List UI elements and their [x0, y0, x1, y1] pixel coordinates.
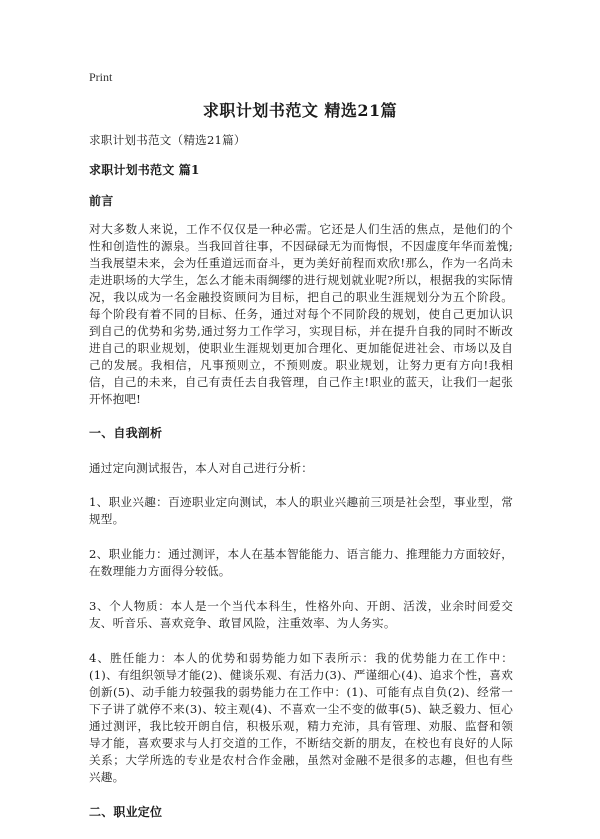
- section-heading-career-position: 二、职业定位: [89, 805, 163, 819]
- preface-heading: 前言: [89, 194, 114, 208]
- page-title: 求职计划书范文 精选21篇: [202, 101, 398, 120]
- print-link[interactable]: Print: [89, 70, 113, 84]
- document-body: [89, 132, 513, 839]
- list-item-personality: 3、个人物质：本人是一个当代本科生，性格外向、开朗、活泼，业余时间爱交友、听音乐、喜欢竞争、敢冒风险，注重效率、为人务实。: [89, 599, 513, 630]
- list-item-competence: 4、胜任能力：本人的优势和弱势能力如下表所示：我的优势能力在工作中：(1)、有组织领导才能(2)、健谈乐观、有活力(3)、严谨细心(4)、追求个性，喜欢创新(5)、动手能力较强我的弱势能力在工作中：(1)、可能有点自负(2)、经常一下子讲了就停不来(3)、较主观(4)、不喜欢一尘不变的做事(5)、缺乏毅力、恒心通过测评，我比较开朗自信，积极乐观，精力充沛，具有管理、劝服、监督和领导才能，喜欢要求与人打交道的工作，不断结交新的朋友，在校也有良好的人际关系；大学所选的专业是农村合作金融，虽然对金融不是很多的志趣，但也有些兴趣。: [89, 651, 513, 784]
- list-item-interest: 1、职业兴趣：百迹职业定向测试，本人的职业兴趣前三项是社会型，事业型，常规型。: [89, 495, 513, 526]
- article-heading: 求职计划书范文 篇1: [89, 163, 200, 177]
- list-item-ability: 2、职业能力：通过测评，本人在基本智能能力、语言能力、推理能力方面较好，在数理能力方面得分较低。: [89, 547, 513, 578]
- preface-paragraph: 对大多数人来说，工作不仅仅是一种必需。它还是人们生活的焦点，是他们的个性和创造性的源泉。当我回首往事，不因碌碌无为而悔恨，不因虚度年华而羞愧;当我展望未来，会为任重道远而奋斗，更为美好前程而欢欣!那么，作为一名尚未走进职场的大学生，怎么才能未雨绸缪的进行规划就业呢?所以，根据我的实际情况，我以成为一名金融投资顾问为目标，把自己的职业生涯规划分为五个阶段。每个阶段有着不同的目标、任务，通过对每个不同阶段的规划，使自己更加认识到自己的优势和劣势,通过努力工作学习，实现目标，并在提升自我的同时不断改进自己的职业规划，使职业生涯规划更加合理化、更加能促进社会、市场以及自己的发展。我相信，凡事预则立，不预则废。职业规划，让努力更有方向!我相信，自己的未来，自己有责任去自我管理，自己作主!职业的蓝天，让我们一起张开怀抱吧!: [89, 222, 513, 406]
- document-subtitle: 求职计划书范文（精选21篇）: [89, 133, 246, 147]
- section-heading-self-analysis: 一、自我剖析: [89, 426, 163, 440]
- section-intro: 通过定向测试报告，本人对自己进行分析：: [89, 461, 314, 475]
